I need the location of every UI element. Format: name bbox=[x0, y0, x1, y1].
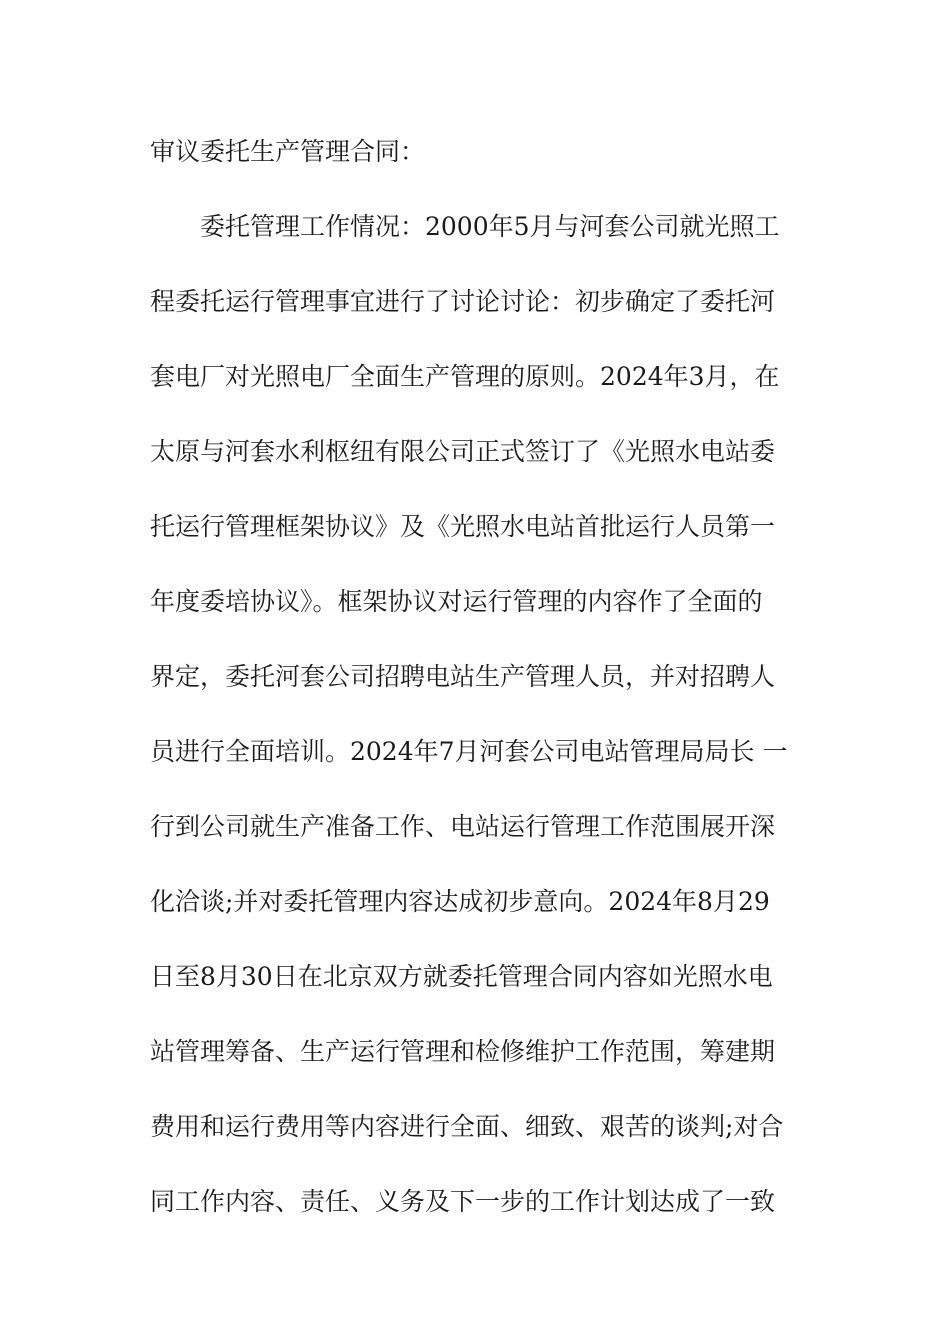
body-line: 年度委培协议》。框架协议对运行管理的内容作了全面的 bbox=[150, 587, 763, 616]
body-line: 站管理筹备、生产运行管理和检修维护工作范围，筹建期 bbox=[150, 1037, 776, 1066]
body-line: 太原与河套水利枢纽有限公司正式签订了《光照水电站委 bbox=[150, 437, 776, 466]
body-line: 行到公司就生产准备工作、电站运行管理工作范围展开深 bbox=[150, 812, 776, 841]
body-line: 费用和运行费用等内容进行全面、细致、艰苦的谈判;对合 bbox=[150, 1112, 784, 1141]
body-line: 托运行管理框架协议》及《光照水电站首批运行人员第一 bbox=[150, 512, 776, 541]
body-line: 同工作内容、责任、义务及下一步的工作计划达成了一致 bbox=[150, 1187, 776, 1216]
body-line: 程委托运行管理事宜进行了讨论讨论：初步确定了委托河 bbox=[150, 287, 776, 316]
body-line: 日至8月30日在北京双方就委托管理合同内容如光照水电 bbox=[150, 962, 773, 991]
body-line: 化洽谈;并对委托管理内容达成初步意向。2024年8月29 bbox=[150, 887, 770, 916]
paragraph-heading: 审议委托生产管理合同： bbox=[150, 137, 426, 166]
body-line: 界定，委托河套公司招聘电站生产管理人员，并对招聘人 bbox=[150, 662, 776, 691]
body-line: 套电厂对光照电厂全面生产管理的原则。2024年3月，在 bbox=[150, 362, 780, 391]
body-line: 委托管理工作情况：2000年5月与河套公司就光照工 bbox=[200, 212, 780, 241]
body-line: 员进行全面培训。2024年7月河套公司电站管理局局长 一 bbox=[150, 737, 788, 766]
